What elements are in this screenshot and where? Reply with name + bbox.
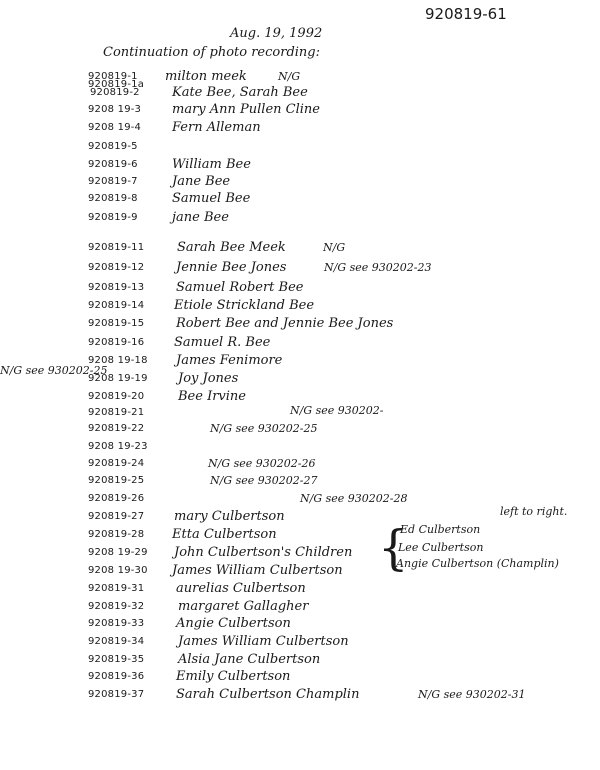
entry-ref: 9208 19-3 xyxy=(88,104,142,115)
entry-name: Robert Bee and Jennie Bee Jones xyxy=(176,316,394,331)
entry-ref: 920819-36 xyxy=(88,671,145,682)
entry-ref: 9208 19-4 xyxy=(88,122,142,133)
entry-note: N/G see 930202- xyxy=(290,404,384,417)
entry-note: N/G see 930202-31 xyxy=(418,688,526,701)
child-name-1: Ed Culbertson xyxy=(400,523,481,536)
entry-name: Jennie Bee Jones xyxy=(176,260,287,275)
document-date: Aug. 19, 1992 xyxy=(230,26,323,41)
entry-ref: 9208 19-23 xyxy=(88,441,148,452)
entry-name: milton meek xyxy=(165,69,247,84)
entry-ref: 920819-20 xyxy=(88,391,145,402)
entry-ref: 920819-1a xyxy=(88,79,145,90)
entry-ref: 920819-11 xyxy=(88,242,145,253)
entry-note: N/G see 930202-25 xyxy=(210,422,318,435)
entry-name: John Culbertson's Children xyxy=(174,545,353,560)
entry-note: N/G xyxy=(278,70,301,83)
entry-ref: 920819-8 xyxy=(88,193,138,204)
entry-note: N/G see 930202-28 xyxy=(300,492,408,505)
document-heading: Continuation of photo recording: xyxy=(103,45,320,60)
entry-ref: 920819-25 xyxy=(88,475,145,486)
entry-note: N/G see 930202-27 xyxy=(210,474,318,487)
entry-ref: 920819-35 xyxy=(88,654,145,665)
entry-ref: 920819-15 xyxy=(88,318,145,329)
entry-ref: 920819-22 xyxy=(88,423,145,434)
entry-name: Kate Bee, Sarah Bee xyxy=(172,85,308,100)
entry-ref: 9208 19-29 xyxy=(88,547,148,558)
entry-name: James William Culbertson xyxy=(172,563,343,578)
entry-ref: 920819-26 xyxy=(88,493,145,504)
entry-ref: 9208 19-18 xyxy=(88,355,148,366)
entry-ref: 920819-31 xyxy=(88,583,145,594)
entry-name: Joy Jones xyxy=(178,371,239,386)
entry-ref: 920819-24 xyxy=(88,458,145,469)
entry-name: Fern Alleman xyxy=(172,120,261,135)
entry-ref: 920819-32 xyxy=(88,601,145,612)
entry-ref: 920819-14 xyxy=(88,300,145,311)
entry-name: Samuel R. Bee xyxy=(174,335,271,350)
entry-ref: 920819-28 xyxy=(88,529,145,540)
entry-note: N/G see 930202-23 xyxy=(324,261,432,274)
file-number: 920819-61 xyxy=(425,5,507,23)
entry-name: Etiole Strickland Bee xyxy=(174,298,315,313)
entry-ref: 920819-33 xyxy=(88,618,145,629)
entry-name: William Bee xyxy=(172,157,251,172)
entry-note: N/G see 930202-26 xyxy=(208,457,316,470)
entry-ref: 920819-5 xyxy=(88,141,138,152)
entry-name: Emily Culbertson xyxy=(176,669,291,684)
entry-name: Samuel Bee xyxy=(172,191,251,206)
entry-ref: 920819-7 xyxy=(88,176,138,187)
child-name-2: Lee Culbertson xyxy=(398,541,484,554)
entry-ref: 920819-37 xyxy=(88,689,145,700)
children-group-label: left to right. xyxy=(500,505,568,518)
entry-ref: 920819-27 xyxy=(88,511,145,522)
entry-ref: 920819-2 xyxy=(90,87,140,98)
entry-name: Samuel Robert Bee xyxy=(176,280,304,295)
entry-name: mary Culbertson xyxy=(174,509,285,524)
child-name-3: Angie Culbertson (Champlin) xyxy=(396,557,559,570)
entry-name: Sarah Culbertson Champlin xyxy=(176,687,360,702)
entry-ref: 920819-16 xyxy=(88,337,145,348)
entry-ref: 9208 19-30 xyxy=(88,565,148,576)
entry-ref: 920819-13 xyxy=(88,282,145,293)
entry-name: jane Bee xyxy=(172,210,229,225)
entry-name: Alsia Jane Culbertson xyxy=(178,652,321,667)
entry-name: Jane Bee xyxy=(172,174,231,189)
entry-ref: 9208 19-19 xyxy=(88,373,148,384)
entry-ref: 920819-12 xyxy=(88,262,145,273)
entry-name: Bee Irvine xyxy=(178,389,246,404)
entry-ref: 920819-1 xyxy=(88,71,138,82)
entry-name: mary Ann Pullen Cline xyxy=(172,102,320,117)
entry-ref: 920819-6 xyxy=(88,159,138,170)
entry-ref: 920819-34 xyxy=(88,636,145,647)
entry-ref: 920819-9 xyxy=(88,212,138,223)
entry-name: margaret Gallagher xyxy=(178,599,309,614)
entry-name: Angie Culbertson xyxy=(176,616,291,631)
entry-name: Sarah Bee Meek xyxy=(177,240,286,255)
brace-symbol: { xyxy=(378,520,409,576)
entry-name: James Fenimore xyxy=(176,353,283,368)
entry-name: James William Culbertson xyxy=(178,634,349,649)
entry-name: aurelias Culbertson xyxy=(176,581,306,596)
entry-name: Etta Culbertson xyxy=(172,527,277,542)
entry-ref: 920819-21 xyxy=(88,407,145,418)
entry-note: N/G xyxy=(323,241,346,254)
entry-note: N/G see 930202-25 xyxy=(0,364,108,377)
